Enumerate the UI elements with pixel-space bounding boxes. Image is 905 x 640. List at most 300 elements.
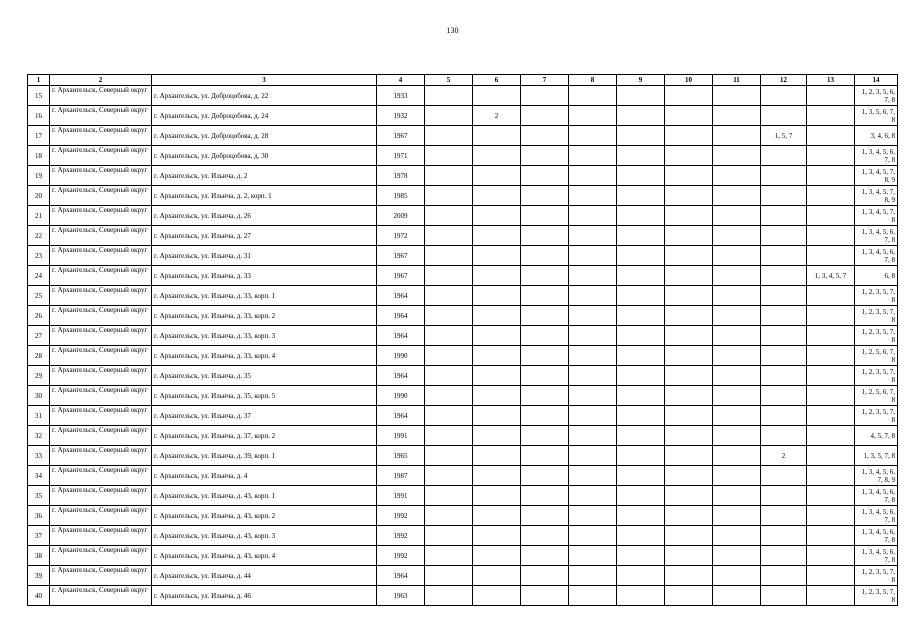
table-cell: 37	[28, 526, 50, 546]
table-cell	[713, 466, 761, 486]
table-cell	[569, 526, 617, 546]
table-cell	[713, 146, 761, 166]
table-cell: 1, 3, 4, 5, 7	[807, 266, 855, 286]
table-cell	[617, 206, 665, 226]
table-cell: г. Архангельск, ул. Ильича, д. 31	[152, 246, 377, 266]
table-row	[28, 206, 898, 226]
table-cell	[425, 366, 473, 386]
table-cell	[807, 186, 855, 206]
table-cell	[761, 166, 807, 186]
table-cell: г. Архангельск, ул. Ильича, д. 46	[152, 586, 377, 606]
table-cell	[569, 246, 617, 266]
table-cell	[713, 166, 761, 186]
table-row	[28, 166, 898, 186]
table-cell	[713, 386, 761, 406]
table-cell	[473, 326, 521, 346]
table-cell	[617, 386, 665, 406]
table-cell	[761, 466, 807, 486]
table-cell	[761, 206, 807, 226]
table-body	[28, 86, 898, 606]
table-cell: 1, 2, 3, 5, 7, 8	[855, 566, 898, 586]
table-cell	[713, 266, 761, 286]
table-row	[28, 126, 898, 146]
table-cell: г. Архангельск, Северный округ	[50, 386, 152, 406]
table-cell: 1, 2, 3, 5, 7, 8	[855, 306, 898, 326]
table-cell: 1, 2, 3, 5, 7, 8	[855, 586, 898, 606]
table-cell: 26	[28, 306, 50, 326]
table-cell	[713, 506, 761, 526]
table-cell	[665, 246, 713, 266]
table-row	[28, 466, 898, 486]
table-cell: г. Архангельск, ул. Доброцобова, д. 24	[152, 106, 377, 126]
table-cell	[807, 566, 855, 586]
table-cell: 16	[28, 106, 50, 126]
table-cell	[473, 506, 521, 526]
table-cell: г. Архангельск, Северный округ	[50, 146, 152, 166]
table-cell	[713, 566, 761, 586]
table-cell	[617, 166, 665, 186]
table-cell: 1, 2, 3, 5, 7, 8	[855, 406, 898, 426]
table-cell	[713, 286, 761, 306]
table-cell: 18	[28, 146, 50, 166]
table-cell	[521, 166, 569, 186]
table-cell	[761, 406, 807, 426]
table-cell	[473, 346, 521, 366]
table-cell	[425, 306, 473, 326]
table-cell: 1933	[377, 86, 425, 106]
table-cell: 15	[28, 86, 50, 106]
table-cell: г. Архангельск, ул. Ильича, д. 27	[152, 226, 377, 246]
table-cell: 38	[28, 546, 50, 566]
table-cell	[425, 506, 473, 526]
table-cell	[713, 366, 761, 386]
table-cell: г. Архангельск, Северный округ	[50, 86, 152, 106]
table-cell: 1, 3, 4, 5, 6, 7, 8	[855, 526, 898, 546]
table-cell	[425, 106, 473, 126]
table-cell	[569, 466, 617, 486]
table-cell: 1992	[377, 506, 425, 526]
table-cell	[761, 306, 807, 326]
table-cell	[425, 406, 473, 426]
table-cell: 1, 3, 4, 5, 6, 7, 8	[855, 486, 898, 506]
table-row	[28, 186, 898, 206]
table-cell	[807, 426, 855, 446]
table-cell: 4, 5, 7, 8	[855, 426, 898, 446]
table-cell: г. Архангельск, Северный округ	[50, 306, 152, 326]
table-cell	[761, 386, 807, 406]
table-cell: 30	[28, 386, 50, 406]
table-cell: г. Архангельск, ул. Доброцобова, д. 22	[152, 86, 377, 106]
table-cell	[665, 286, 713, 306]
table-cell	[761, 266, 807, 286]
table-cell: 1967	[377, 246, 425, 266]
table-cell: г. Архангельск, ул. Ильича, д. 4	[152, 466, 377, 486]
table-cell	[473, 366, 521, 386]
table-cell	[713, 186, 761, 206]
table-cell: г. Архангельск, ул. Ильича, д. 33, корп. 4	[152, 346, 377, 366]
column-header: 2	[50, 75, 152, 86]
table-cell: г. Архангельск, ул. Ильича, д. 33, корп. 2	[152, 306, 377, 326]
table-cell	[569, 286, 617, 306]
table-cell: 1, 3, 4, 5, 7, 8	[855, 206, 898, 226]
table-cell	[521, 446, 569, 466]
table-cell	[521, 466, 569, 486]
table-cell	[807, 166, 855, 186]
table-cell	[761, 286, 807, 306]
table-cell	[521, 486, 569, 506]
table-cell	[473, 386, 521, 406]
table-cell: 1992	[377, 546, 425, 566]
table-cell: г. Архангельск, Северный округ	[50, 126, 152, 146]
table-cell	[473, 566, 521, 586]
table-cell	[665, 326, 713, 346]
table-cell	[713, 326, 761, 346]
table-cell	[807, 506, 855, 526]
table-cell: 1, 5, 7	[761, 126, 807, 146]
table-cell	[617, 146, 665, 166]
table-cell	[425, 446, 473, 466]
page-number: 130	[446, 26, 459, 35]
table-cell: 24	[28, 266, 50, 286]
table-cell: 1990	[377, 386, 425, 406]
table-row	[28, 346, 898, 366]
table-cell	[521, 426, 569, 446]
table-row	[28, 266, 898, 286]
table-cell	[425, 346, 473, 366]
table-cell	[713, 306, 761, 326]
table-cell: 20	[28, 186, 50, 206]
table-cell	[665, 226, 713, 246]
column-header: 4	[377, 75, 425, 86]
table-cell	[713, 406, 761, 426]
table-cell	[521, 346, 569, 366]
table-cell	[569, 426, 617, 446]
table-row	[28, 526, 898, 546]
table-cell: г. Архангельск, ул. Ильича, д. 37, корп. 2	[152, 426, 377, 446]
table-cell: г. Архангельск, Северный округ	[50, 206, 152, 226]
table-cell	[569, 226, 617, 246]
table-cell	[807, 346, 855, 366]
table-cell: 1965	[377, 446, 425, 466]
table-cell: г. Архангельск, Северный округ	[50, 246, 152, 266]
table-cell	[425, 266, 473, 286]
table-cell: 1964	[377, 286, 425, 306]
table-cell	[521, 546, 569, 566]
table-cell: 1, 2, 5, 6, 7, 8	[855, 386, 898, 406]
table-cell: 1, 2, 3, 5, 6, 7, 8	[855, 86, 898, 106]
table-cell	[473, 426, 521, 446]
table-cell: 1, 3, 5, 6, 7, 8	[855, 106, 898, 126]
table-cell: 35	[28, 486, 50, 506]
table-cell	[473, 206, 521, 226]
table-cell: 17	[28, 126, 50, 146]
table-cell: 1, 3, 4, 5, 6, 7, 8	[855, 226, 898, 246]
table-cell	[807, 406, 855, 426]
table-cell	[521, 206, 569, 226]
table-cell: г. Архангельск, Северный округ	[50, 546, 152, 566]
table-cell: 1964	[377, 566, 425, 586]
table-cell	[425, 546, 473, 566]
table-cell: 1964	[377, 326, 425, 346]
table-cell	[569, 126, 617, 146]
table-cell	[665, 486, 713, 506]
table-cell	[665, 506, 713, 526]
table-cell: 25	[28, 286, 50, 306]
table-cell	[665, 206, 713, 226]
table-cell	[665, 406, 713, 426]
table-cell	[665, 546, 713, 566]
table-cell	[473, 146, 521, 166]
table-cell	[665, 266, 713, 286]
table-cell	[665, 166, 713, 186]
table-cell	[713, 226, 761, 246]
table-row	[28, 106, 898, 126]
table-cell	[713, 526, 761, 546]
table-cell: г. Архангельск, Северный округ	[50, 186, 152, 206]
table-cell	[761, 526, 807, 546]
table-cell	[473, 286, 521, 306]
table-cell: г. Архангельск, Северный округ	[50, 406, 152, 426]
table-cell: 1971	[377, 146, 425, 166]
table-cell	[473, 546, 521, 566]
table-cell	[807, 106, 855, 126]
table-cell	[617, 406, 665, 426]
table-cell: 1987	[377, 466, 425, 486]
table-cell	[761, 186, 807, 206]
table-cell	[569, 506, 617, 526]
table-cell	[617, 246, 665, 266]
table-cell	[617, 326, 665, 346]
table-cell: 40	[28, 586, 50, 606]
table-cell	[569, 326, 617, 346]
table-cell	[617, 526, 665, 546]
table-row	[28, 86, 898, 106]
table-cell	[521, 366, 569, 386]
table-cell	[473, 526, 521, 546]
table-cell: 1, 2, 5, 6, 7, 8	[855, 346, 898, 366]
table-cell	[425, 86, 473, 106]
table-cell: 1991	[377, 486, 425, 506]
table-cell: 1, 2, 3, 5, 7, 8	[855, 326, 898, 346]
table-cell	[569, 406, 617, 426]
table-cell	[617, 566, 665, 586]
table-cell	[807, 446, 855, 466]
table-cell	[665, 106, 713, 126]
table-cell	[617, 86, 665, 106]
table-row	[28, 286, 898, 306]
table-cell	[473, 486, 521, 506]
table-cell	[713, 126, 761, 146]
table-cell: г. Архангельск, ул. Ильича, д. 43, корп. 2	[152, 506, 377, 526]
table-cell	[713, 486, 761, 506]
table-cell: г. Архангельск, ул. Ильича, д. 2	[152, 166, 377, 186]
table-cell	[761, 566, 807, 586]
table-cell: г. Архангельск, Северный округ	[50, 566, 152, 586]
table-row	[28, 546, 898, 566]
table-cell: 1967	[377, 266, 425, 286]
table-cell: г. Архангельск, Северный округ	[50, 526, 152, 546]
table-cell	[521, 586, 569, 606]
table-cell	[569, 386, 617, 406]
table-cell	[617, 226, 665, 246]
table-cell: г. Архангельск, Северный округ	[50, 166, 152, 186]
table-cell: г. Архангельск, ул. Ильича, д. 35, корп. 5	[152, 386, 377, 406]
table-cell	[807, 206, 855, 226]
table-cell: 1991	[377, 426, 425, 446]
table-cell	[617, 126, 665, 146]
table-cell: 33	[28, 446, 50, 466]
table-cell	[569, 446, 617, 466]
table-cell	[473, 466, 521, 486]
table-cell: 1, 2, 3, 5, 7, 8	[855, 366, 898, 386]
table-cell: 1, 3, 4, 5, 6, 7, 8	[855, 546, 898, 566]
table-cell	[761, 106, 807, 126]
table-cell: г. Архангельск, Северный округ	[50, 466, 152, 486]
table-cell	[807, 306, 855, 326]
column-header: 7	[521, 75, 569, 86]
table-cell	[665, 346, 713, 366]
column-header: 1	[28, 75, 50, 86]
table-cell	[807, 586, 855, 606]
table-cell	[713, 426, 761, 446]
table-row	[28, 306, 898, 326]
column-header: 11	[713, 75, 761, 86]
table-cell	[617, 186, 665, 206]
table-cell: 21	[28, 206, 50, 226]
table-cell	[617, 506, 665, 526]
table-cell	[425, 226, 473, 246]
table-cell	[807, 246, 855, 266]
table-cell: 6, 8	[855, 266, 898, 286]
table-cell	[761, 86, 807, 106]
table-cell	[521, 526, 569, 546]
column-header: 5	[425, 75, 473, 86]
table-cell: 1972	[377, 226, 425, 246]
table-cell: 1963	[377, 586, 425, 606]
table-cell	[473, 186, 521, 206]
table-cell: г. Архангельск, ул. Ильича, д. 37	[152, 406, 377, 426]
column-header: 10	[665, 75, 713, 86]
table-cell	[617, 486, 665, 506]
table-cell: г. Архангельск, Северный округ	[50, 486, 152, 506]
table-cell	[521, 406, 569, 426]
table-cell	[473, 266, 521, 286]
table-cell	[665, 526, 713, 546]
table-cell	[617, 266, 665, 286]
table-cell: 39	[28, 566, 50, 586]
table-cell	[425, 246, 473, 266]
table-cell: г. Архангельск, Северный округ	[50, 266, 152, 286]
table-cell	[761, 506, 807, 526]
table-cell	[473, 226, 521, 246]
table-row	[28, 246, 898, 266]
table-cell	[569, 366, 617, 386]
table-cell	[569, 546, 617, 566]
table-cell	[569, 106, 617, 126]
table-cell	[665, 86, 713, 106]
table-cell	[761, 546, 807, 566]
table-cell	[521, 86, 569, 106]
table-cell	[521, 506, 569, 526]
table-cell: г. Архангельск, ул. Ильича, д. 35	[152, 366, 377, 386]
table-cell	[521, 306, 569, 326]
table-cell	[761, 486, 807, 506]
table-cell: 1967	[377, 126, 425, 146]
table-cell	[713, 586, 761, 606]
table-cell	[807, 546, 855, 566]
table-row	[28, 406, 898, 426]
table-cell: г. Архангельск, Северный округ	[50, 326, 152, 346]
table-cell: г. Архангельск, ул. Ильича, д. 43, корп. 3	[152, 526, 377, 546]
table-cell: 31	[28, 406, 50, 426]
table-cell	[473, 126, 521, 146]
table-cell	[713, 546, 761, 566]
table-cell: г. Архангельск, ул. Ильича, д. 33	[152, 266, 377, 286]
table-row	[28, 586, 898, 606]
table-row	[28, 226, 898, 246]
table-cell: 1964	[377, 406, 425, 426]
table-cell	[473, 406, 521, 426]
table-cell: г. Архангельск, ул. Доброцобова, д. 28	[152, 126, 377, 146]
table-header-row	[28, 75, 898, 86]
table-cell	[665, 366, 713, 386]
table-cell	[807, 146, 855, 166]
table-cell: 1932	[377, 106, 425, 126]
table-cell: 1, 3, 4, 5, 7, 8, 9	[855, 186, 898, 206]
table-cell: 2	[761, 446, 807, 466]
table-cell	[761, 586, 807, 606]
table-cell	[521, 326, 569, 346]
table-cell: г. Архангельск, ул. Ильича, д. 44	[152, 566, 377, 586]
table-cell: 1, 3, 4, 5, 6, 7, 8	[855, 246, 898, 266]
table-row	[28, 566, 898, 586]
table-cell	[807, 486, 855, 506]
table-cell	[425, 386, 473, 406]
table-cell	[425, 586, 473, 606]
table-row	[28, 366, 898, 386]
table-cell	[761, 226, 807, 246]
column-header: 3	[152, 75, 377, 86]
table-cell	[425, 206, 473, 226]
table-cell	[761, 326, 807, 346]
table-cell	[569, 586, 617, 606]
table-cell	[617, 106, 665, 126]
table-cell	[761, 146, 807, 166]
table-cell	[569, 566, 617, 586]
table-cell: 1964	[377, 366, 425, 386]
table-cell: 23	[28, 246, 50, 266]
table-cell	[473, 86, 521, 106]
table-cell	[569, 206, 617, 226]
table-cell	[521, 126, 569, 146]
table-cell: 2009	[377, 206, 425, 226]
table-row	[28, 426, 898, 446]
register-table	[27, 74, 898, 606]
table-cell: 19	[28, 166, 50, 186]
table-cell: 29	[28, 366, 50, 386]
table-cell	[473, 586, 521, 606]
table-cell: г. Архангельск, Северный округ	[50, 366, 152, 386]
column-header: 8	[569, 75, 617, 86]
table-cell	[665, 426, 713, 446]
table-cell	[807, 466, 855, 486]
table-cell: г. Архангельск, Северный округ	[50, 286, 152, 306]
table-cell	[807, 286, 855, 306]
table-cell	[569, 86, 617, 106]
table-cell: г. Архангельск, ул. Ильича, д. 33, корп. 3	[152, 326, 377, 346]
table-cell	[521, 226, 569, 246]
table-cell	[665, 146, 713, 166]
